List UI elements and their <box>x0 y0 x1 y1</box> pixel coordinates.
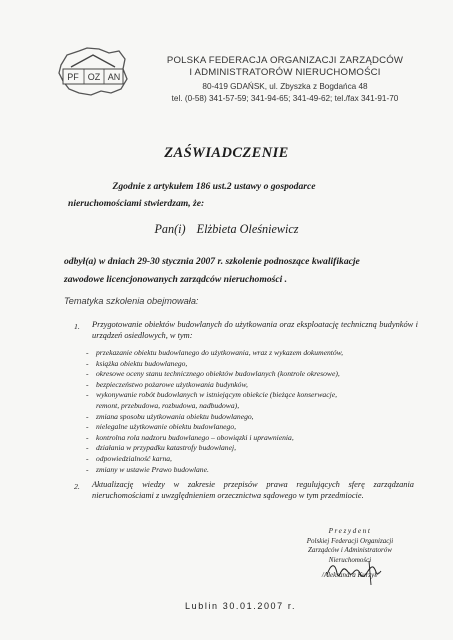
completion-statement <box>64 253 404 289</box>
list-item: - działania w przypadku katastrofy budowlanej, <box>86 443 236 453</box>
pfozan-logo <box>57 45 129 97</box>
list-item: - książka obiektu budowlanego, <box>86 358 188 368</box>
item-1-text: Przygotowanie obiektów budowlanych do użytkowania oraz eksploatację techniczną budynków i urządzeń osiedlowych, w tym: <box>92 320 418 340</box>
list-item: - zmiany w ustawie Prawo budowlane. <box>86 464 209 474</box>
list-item: - odpowiedzialność karna, <box>86 453 172 463</box>
recipient-prefix: Pan(i) <box>154 222 186 236</box>
org-address: 80-419 GDAŃSK, ul. Zbyszka z Bogdańca 48 <box>202 82 368 91</box>
logo-text-pf: PF <box>67 72 79 82</box>
org-name-line1: POLSKA FEDERACJA ORGANIZACJI ZARZĄDCÓW <box>166 55 404 66</box>
list-item: - przekazanie obiektu budowlanego do użytkowania, wraz z wykazem dokumentów, <box>86 348 344 357</box>
handwritten-signature <box>325 557 385 587</box>
org-name-line2: I ADMINISTRATORÓW NIERUCHOMOŚCI <box>189 67 381 78</box>
list-item: - zmiana sposobu użytkowania obiektu budowlanego, <box>86 411 254 421</box>
list-item: - okresowe oceny stanu technicznego obiektów budowlanych (kontrole okresowe), <box>86 369 340 379</box>
item-1-sublist <box>86 348 416 475</box>
logo-text-an: AN <box>107 72 121 82</box>
recipient-fullname: Elżbieta Oleśniewicz <box>196 222 299 236</box>
document-title: ZAŚWIADCZENIE <box>164 145 289 161</box>
list-item: - bezpieczeństwo pożarowe użytkowania budynków, <box>86 379 248 389</box>
item-2-number: 2. <box>74 482 80 491</box>
signatory-org-line2: Zarządców i Administratorów Nieruchomości <box>308 546 392 564</box>
completion-line1: odbył(a) w dniach 29-30 stycznia 2007 r. szkolenie podnoszące kwalifikacje <box>64 256 360 267</box>
recipient-name <box>0 222 453 237</box>
item-1-number: 1. <box>74 322 80 331</box>
list-item: - nielegalne użytkowanie obiektu budowlanego, <box>86 422 237 432</box>
topics-heading: Tematyka szkolenia obejmowała: <box>64 296 199 306</box>
completion-line2: zawodowe licencjonowanych zarządców nieruchomości . <box>64 274 288 285</box>
org-phones: tel. (0-58) 341-57-59; 341-94-65; 341-49-62; tel./fax 341-91-70 <box>171 94 399 103</box>
list-item: - kontrolna rola nadzoru budowlanego – obowiązki i uprawnienia, <box>86 432 294 442</box>
logo-text-oz: OZ <box>87 72 101 82</box>
intro-line1: Zgodnie z artykułem 186 ust.2 ustawy o gospodarce <box>112 181 316 192</box>
list-item: - wykonywanie robót budowlanych w istniejącym obiekcie (bieżące konserwacje, <box>86 390 337 400</box>
signatory-name: /Aleksandra Kurzył/ <box>321 571 379 579</box>
place-and-date: Lublin 30.01.2007 r. <box>185 601 297 611</box>
signatory-role: Prezydent <box>328 527 372 535</box>
item-2-text: Aktualizację wiedzy w zakresie przepisów prawa regulujących sferę zarządzania nieruchomościami z uwzględnieniem orzecznictwa sądowego w tym przedmiocie. <box>92 480 414 500</box>
intro-line2: nieruchomościami stwierdzam, że: <box>68 198 205 209</box>
list-item-continuation: remont, przebudowa, rozbudowa, nadbudowa), <box>96 400 240 410</box>
intro-statement <box>64 178 364 212</box>
organization-header <box>140 55 430 104</box>
signatory-org-line1: Polskiej Federacji Organizacji <box>306 536 394 545</box>
